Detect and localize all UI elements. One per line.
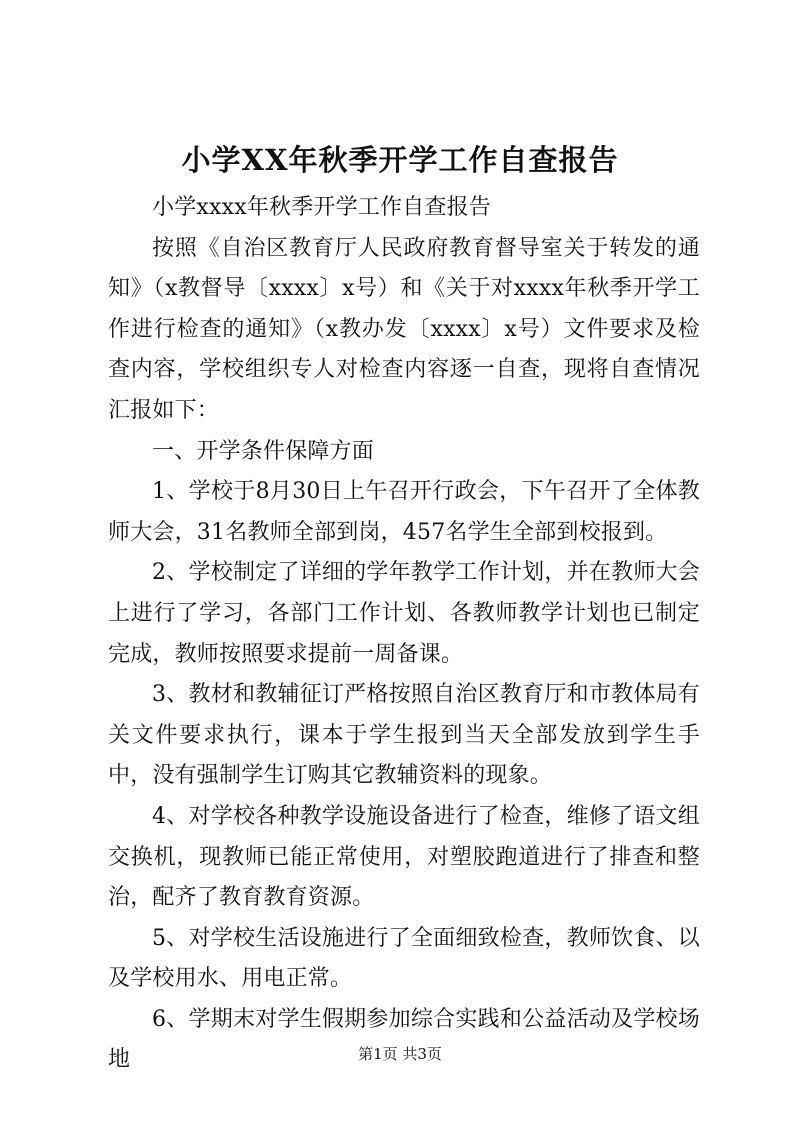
page-number-label: 第1页 共3页 [358,1045,442,1063]
paragraph-item-3: 3、教材和教辅征订严格按照自治区教育厅和市教体局有关文件要求执行，课本于学生报到当天全部发放到学生手中，没有强制学生订购其它教辅资料的现象。 [108,682,700,789]
paragraph-item-5: 5、对学校生活设施进行了全面细致检查，教师饮食、以及学校用水、用电正常。 [108,925,700,992]
paragraph-item-6: 6、学期末对学生假期参加综合实践和公益活动及学校场地 [108,1006,700,1073]
paragraph-item-2: 2、学校制定了详细的学年教学工作计划，并在教师大会上进行了学习，各部门工作计划、各教师教学计划也已制定完成，教师按照要求提前一周备课。 [108,560,700,667]
page-footer [0,1043,800,1065]
paragraph-intro: 按照《自治区教育厅人民政府教育督导室关于转发的通知》（x教督导〔xxxx〕x号）和《关于对xxxx年秋季开学工作进行检查的通知》（x教办发〔xxxx〕x号）文件要求及检查内容，学校组织专人对检查内容逐一自查，现将自查情况汇报如下： [108,235,700,423]
document-body [108,188,700,1081]
paragraph-item-1: 1、学校于8月30日上午召开行政会，下午召开了全体教师大会，31名教师全部到岗，457名学生全部到校报到。 [108,479,700,545]
paragraph-subtitle: 小学xxxx年秋季开学工作自查报告 [152,195,492,220]
section-heading: 一、开学条件保障方面 [152,438,375,464]
document-title: 小学XX年秋季开学工作自查报告 [181,143,619,177]
paragraph-item-4: 4、对学校各种教学设施设备进行了检查，维修了语文组交换机，现教师已能正常使用，对塑胶跑道进行了排查和整治，配齐了教育教育资源。 [108,803,700,911]
